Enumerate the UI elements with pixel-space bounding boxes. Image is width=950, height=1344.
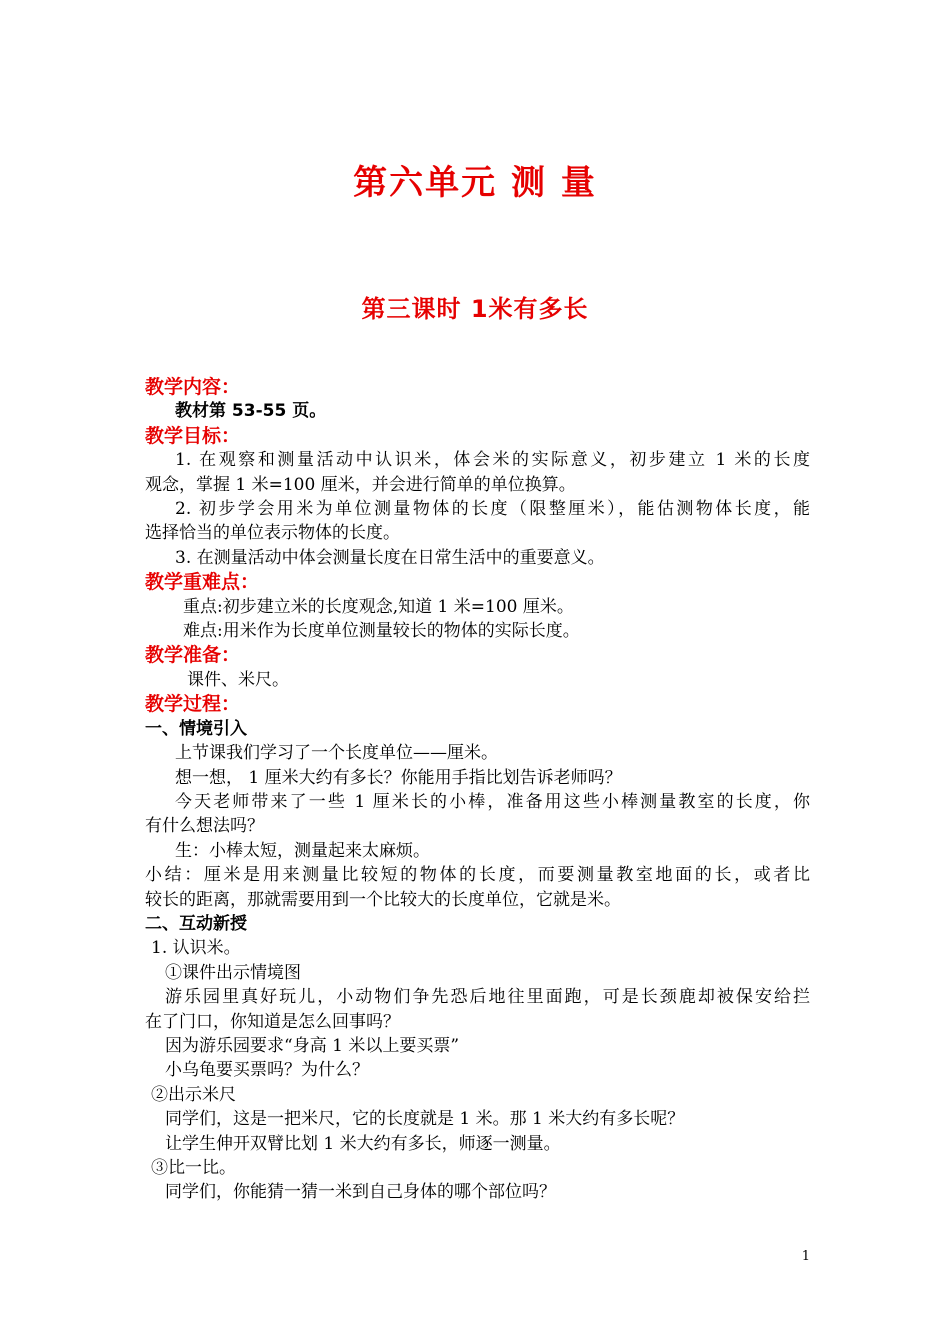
part-2-heading: 二、互动新授	[145, 913, 247, 934]
difficult-point: 难点:用米作为长度单位测量较长的物体的实际长度。	[183, 621, 580, 642]
part-2-step-1-line-4: 小乌龟要买票吗？为什么？	[165, 1060, 369, 1081]
prep-heading: 教学准备：	[145, 644, 241, 667]
part-2-step-1-line-3: 因为游乐园要求“身高 1 米以上要买票”	[165, 1035, 460, 1056]
keypoints-heading: 教学重难点：	[145, 571, 260, 594]
part-1-summary-line-1: 小结：厘米是用来测量比较短的物体的长度，而要测量教室地面的长，或者比	[145, 865, 810, 886]
part-2-step-1-line-1: 游乐园里真好玩儿，小动物们争先恐后地往里面跑，可是长颈鹿却被保安给拦	[165, 987, 810, 1008]
process-heading: 教学过程：	[145, 693, 241, 716]
part-2-step-3: ③比一比。	[151, 1158, 236, 1178]
part-2-step-2-line-2: 让学生伸开双臂比划 1 米大约有多长，师逐一测量。	[165, 1133, 561, 1154]
key-point: 重点:初步建立米的长度观念,知道 1 米=100 厘米。	[183, 596, 574, 617]
lesson-title: 第三课时 1米有多长	[361, 295, 589, 323]
part-2-item-1: 1. 认识米。	[151, 938, 241, 959]
part-1-paragraph-3-line-2: 有什么想法吗？	[145, 816, 264, 837]
goal-2-line-1: 2. 初步学会用米为单位测量物体的长度（限整厘米），能估测物体长度，能	[175, 499, 810, 520]
page-number: 1	[801, 1249, 810, 1264]
goals-heading: 教学目标：	[145, 424, 241, 447]
part-1-paragraph-2: 想一想， 1 厘米大约有多长？你能用手指比划告诉老师吗？	[175, 767, 622, 788]
part-1-heading: 一、情境引入	[145, 718, 247, 739]
goal-1-line-1: 1. 在观察和测量活动中认识米，体会米的实际意义，初步建立 1 米的长度	[175, 450, 810, 471]
content-text: 教材第 53-55 页。	[175, 401, 327, 422]
part-2-step-2: ②出示米尺	[151, 1084, 236, 1105]
prep-text: 课件、米尺。	[187, 669, 289, 690]
goal-1-line-2: 观念，掌握 1 米=100 厘米，并会进行简单的单位换算。	[145, 474, 576, 495]
lesson-content	[145, 375, 810, 1205]
part-2-step-2-line-1: 同学们，这是一把米尺，它的长度就是 1 米。那 1 米大约有多长呢？	[165, 1109, 685, 1130]
part-2-step-1: ①课件出示情境图	[165, 962, 301, 983]
goal-2-line-2: 选择恰当的单位表示物体的长度。	[145, 523, 400, 544]
goal-3: 3. 在测量活动中体会测量长度在日常生活中的重要意义。	[175, 547, 605, 568]
part-1-paragraph-1: 上节课我们学习了一个长度单位——厘米。	[175, 743, 498, 764]
part-1-paragraph-4: 生：小棒太短，测量起来太麻烦。	[175, 840, 430, 861]
content-heading: 教学内容：	[145, 376, 241, 398]
part-1-summary-line-2: 较长的距离，那就需要用到一个比较大的长度单位，它就是米。	[145, 889, 621, 910]
unit-title: 第六单元 测 量	[353, 163, 597, 203]
part-2-step-3-line-1: 同学们，你能猜一猜一米到自己身体的哪个部位吗？	[165, 1182, 556, 1203]
part-2-step-1-line-2: 在了门口，你知道是怎么回事吗？	[145, 1011, 400, 1032]
part-1-paragraph-3-line-1: 今天老师带来了一些 1 厘米长的小棒，准备用这些小棒测量教室的长度，你	[175, 791, 810, 812]
